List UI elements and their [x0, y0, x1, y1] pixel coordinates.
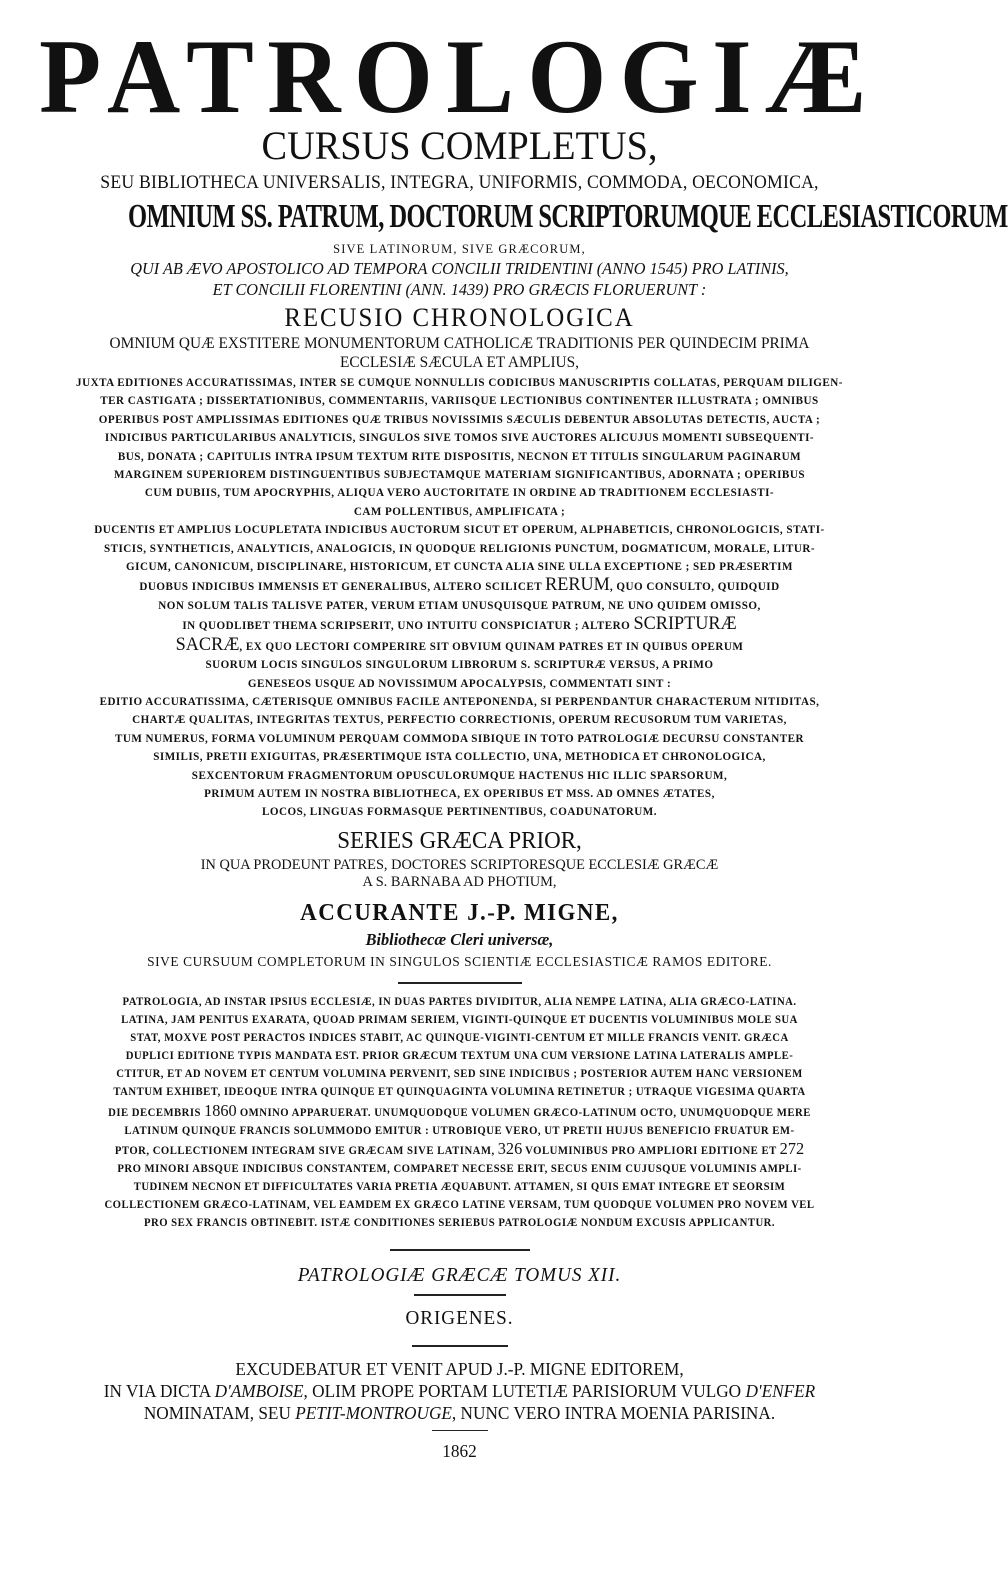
scripturae-word: SCRIPTURÆ	[633, 613, 737, 635]
text-line: INDICIBUS PARTICULARIBUS ANALYTICIS, SINGULOS SIVE TOMOS SIVE AUCTORES ALICUJUS MOMENTI SUBSEQUENTI-	[104, 431, 815, 445]
divider-rule	[412, 1345, 508, 1347]
italic-fragment: D'ENFER	[745, 1381, 816, 1401]
volume-count-272: 272	[779, 1138, 805, 1158]
text-fragment: VOLUMINIBUS PRO AMPLIORI EDITIONE ET	[522, 1144, 780, 1157]
text-line: CAM POLLENTIBUS, AMPLIFICATA ;	[353, 504, 566, 518]
text-line: PATROLOGIA, AD INSTAR IPSIUS ECCLESIÆ, IN DUAS PARTES DIVIDITUR, ALIA NEMPE LATINA, ALIA GRÆCO-LATINA.	[122, 996, 797, 1008]
text-line: MARGINEM SUPERIOREM DISTINGUENTIBUS SUBJECTAMQUE MATERIAM SIGNIFICANTIBUS, ADORNATA ; OPERIBUS	[114, 468, 805, 482]
text-line: CHARTÆ QUALITAS, INTEGRITAS TEXTUS, PERFECTIO CORRECTIONIS, OPERUM RECUSORUM TUM VARIETAS,	[132, 713, 787, 727]
text-line: SUORUM LOCIS SINGULOS SINGULORUM LIBRORUM S. SCRIPTURÆ VERSUS, A PRIMO	[205, 658, 714, 672]
text-line: OPERIBUS POST AMPLISSIMAS EDITIONES QUÆ TRIBUS NOVISSIMIS SÆCULIS DEBENTUR ABSOLUTAS DETECTIS, AUCTA ;	[98, 412, 821, 426]
text-fragment: PTOR, COLLECTIONEM INTEGRAM SIVE GRÆCAM SIVE LATINAM,	[114, 1144, 498, 1157]
text-fragment: DUOBUS INDICIBUS IMMENSIS ET GENERALIBUS, ALTERO SCILICET	[139, 580, 546, 594]
text-line: STICIS, SYNTHETICIS, ANALYTICIS, ANALOGICIS, IN QUODQUE RELIGIONIS PUNCTUM, DOGMATICUM, MORALE, LITUR-	[103, 541, 816, 555]
text-line-scripturae	[20, 615, 900, 635]
text-fragment: NOMINATAM, SEU	[143, 1403, 296, 1423]
text-line: PRO SEX FRANCIS OBTINEBIT. ISTÆ CONDITIONES SERIEBUS PATROLOGIÆ NONDUM EXCUSIS APPLICANTUR.	[143, 1217, 776, 1230]
text-line: OMNIUM QUÆ EXSTITERE MONUMENTORUM CATHOLICÆ TRADITIONIS PER QUINDECIM PRIMA	[109, 335, 810, 352]
editor-line: ACCURANTE J.-P. MIGNE,	[300, 900, 619, 926]
text-line-volumes	[20, 1140, 900, 1160]
text-line-december	[20, 1102, 900, 1122]
text-line-nominatam	[20, 1402, 900, 1424]
recusio-heading: RECUSIO CHRONOLOGICA	[284, 303, 635, 332]
text-line: TER CASTIGATA ; DISSERTATIONIBUS, COMMENTARIIS, VARIISQUE LECTIONIBUS CONTINENTER ILLUSTRATA ; OMNIBUS	[100, 394, 819, 408]
text-line: PRIMUM AUTEM IN NOSTRA BIBLIOTHECA, EX OPERIBUS ET MSS. AD OMNES ÆTATES,	[204, 786, 715, 800]
volume-count-326: 326	[497, 1138, 523, 1158]
year-1860: 1860	[204, 1100, 237, 1120]
sacrae-word: SACRÆ	[175, 633, 240, 655]
text-line: EXCUDEBATUR ET VENIT APUD J.-P. MIGNE EDITOREM,	[235, 1359, 684, 1379]
text-line: LATINUM QUINQUE FRANCIS SOLUMMODO EMITUR : UTROBIQUE VERO, UT PRETII HUJUS BENEFICIO FRUATUR EM-	[124, 1124, 795, 1137]
text-line: TANTUM EXHIBET, IDEOQUE INTRA QUINQUE ET QUINQUAGINTA VOLUMINA RETINETUR ; UTRAQUE VIGESIMA QUARTA	[113, 1086, 806, 1099]
text-fragment: , NUNC VERO INTRA MOENIA PARISINA.	[451, 1403, 776, 1423]
text-line: DUCENTIS ET AMPLIUS LOCUPLETATA INDICIBUS AUCTORUM SICUT ET OPERUM, ALPHABETICIS, CHRONOLOGICIS, STATI-	[94, 523, 825, 537]
bibliotheca-line: Bibliothecæ Cleri universæ,	[365, 930, 554, 949]
text-line: A S. BARNABA AD PHOTIUM,	[362, 874, 557, 890]
text-fragment: IN QUODLIBET THEMA SCRIPSERIT, UNO INTUITU CONSPICIATUR ; ALTERO	[182, 619, 634, 633]
series-heading: SERIES GRÆCA PRIOR,	[337, 828, 582, 854]
text-line: LOCOS, LINGUAS FORMASQUE PERTINENTIBUS, COADUNATORUM.	[262, 805, 657, 819]
description-paragraph	[0, 374, 919, 822]
divider-rule	[398, 982, 522, 984]
publication-year: 1862	[442, 1441, 477, 1461]
text-line: ECCLESIÆ SÆCULA ET AMPLIUS,	[340, 354, 579, 371]
text-line: GENESEOS USQUE AD NOVISSIMUM APOCALYPSIS, COMMENTATI SINT :	[247, 676, 672, 690]
text-fragment: , EX QUO LECTORI COMPERIRE SIT OBVIUM QUINAM PATRES ET IN QUIBUS OPERUM	[239, 639, 744, 653]
omnium-quae-block	[0, 334, 919, 372]
italic-fragment: PETIT-MONTROUGE	[295, 1403, 452, 1423]
line-seu-bibliotheca: SEU BIBLIOTHECA UNIVERSALIS, INTEGRA, UNIFORMIS, COMMODA, OECONOMICA,	[100, 173, 819, 193]
divider-rule	[432, 1430, 488, 1431]
text-line: JUXTA EDITIONES ACCURATISSIMAS, INTER SE CUMQUE NONNULLIS CODICIBUS MANUSCRIPTIS COLLATAS, PERQUAM DILIGEN-	[76, 376, 843, 389]
text-line: BUS, DONATA ; CAPITULIS INTRA IPSUM TEXTUM RITE DISPOSITIS, NECNON ET TITULIS SINGULARUM PAGINARUM	[117, 449, 802, 463]
text-line: GICUM, CANONICUM, DISCIPLINARE, HISTORICUM, ET CUNCTA ALIA SINE ULLA EXCEPTIONE ; SED PRÆSERTIM	[126, 560, 793, 574]
text-line-via	[20, 1380, 900, 1402]
text-line: ET CONCILII FLORENTINI (ANN. 1439) PRO GRÆCIS FLORUERUNT :	[212, 280, 707, 299]
text-line-sacrae	[20, 633, 900, 656]
main-title: PATROLOGIÆ	[39, 18, 880, 135]
notice-paragraph	[0, 993, 919, 1232]
text-line: COLLECTIONEM GRÆCO-LATINAM, VEL EAMDEM EX GRÆCO LATINE VERSAM, TUM QUODQUE VOLUMEN PRO NOVEM VEL	[104, 1199, 815, 1212]
text-line: PRO MINORI ABSQUE INDICIBUS CONSTANTEM, COMPARET NECESSE ERIT, SECUS ENIM CUJUSQUE VOLUMINIS AMPLI-	[117, 1162, 802, 1175]
line-omnium-patrum: OMNIUM SS. PATRUM, DOCTORUM SCRIPTORUMQUE ECCLESIASTICORUM	[128, 198, 1008, 235]
rerum-word: RERUM	[545, 574, 610, 596]
subtitle: CURSUS COMPLETUS,	[261, 123, 658, 168]
text-fragment: OMNINO APPARUERAT. UNUMQUODQUE VOLUMEN GRÆCO-LATINUM OCTO, UNUMQUODQUE MERE	[236, 1106, 811, 1119]
text-line: CUM DUBIIS, TUM APOCRYPHIS, ALIQUA VERO AUCTORITATE IN ORDINE AD TRADITIONEM ECCLESIASTI-	[144, 486, 775, 500]
text-line: TUDINEM NECNON ET DIFFICULTATES VARIA PRETIA ÆQUABUNT. ATTAMEN, SI QUIS EMAT INTEGRE ET SEORSIM	[133, 1180, 786, 1193]
divider-rule	[390, 1249, 530, 1251]
text-line: QUI AB ÆVO APOSTOLICO AD TEMPORA CONCILII TRIDENTINI (ANNO 1545) PRO LATINIS,	[130, 259, 789, 278]
in-qua-block	[0, 857, 919, 891]
text-line: STAT, MOXVE POST PERACTOS INDICES STABIT, AC QUINQUE-VIGINTI-CENTUM ET MILLE FRANCIS VENIT. GRÆCA	[130, 1032, 789, 1045]
text-line: NON SOLUM TALIS TALISVE PATER, VERUM ETIAM UNUSQUISQUE PATRUM, NE UNO QUIDEM OMISSO,	[158, 598, 761, 612]
text-fragment: , OLIM PROPE PORTAM LUTETIÆ PARISIORUM VULGO	[303, 1381, 746, 1401]
divider-rule	[414, 1294, 506, 1296]
text-fragment: , QUO CONSULTO, QUIDQUID	[609, 580, 780, 594]
text-line: SEXCENTORUM FRAGMENTORUM OPUSCULORUMQUE HACTENUS HIC ILLIC SPARSORUM,	[191, 768, 728, 782]
text-fragment: DIE DECEMBRIS	[108, 1106, 205, 1119]
qui-ab-aevo-block	[0, 258, 919, 300]
author-name: ORIGENES.	[405, 1307, 514, 1329]
text-line: TUM NUMERUS, FORMA VOLUMINUM PERQUAM COMMODA SIBIQUE IN TOTO PATROLOGIÆ DECURSU CONSTANTER	[114, 731, 805, 745]
text-line: IN QUA PRODEUNT PATRES, DOCTORES SCRIPTORESQUE ECCLESIÆ GRÆCÆ	[200, 857, 719, 873]
sive-cursuum-line: SIVE CURSUUM COMPLETORUM IN SINGULOS SCIENTIÆ ECCLESIASTICÆ RAMOS EDITORE.	[147, 955, 772, 970]
text-fragment: IN VIA DICTA	[103, 1381, 215, 1401]
italic-fragment: D'AMBOISE	[214, 1381, 304, 1401]
text-line: SIMILIS, PRETII EXIGUITAS, PRÆSERTIMQUE ISTA COLLECTIO, UNA, METHODICA ET CHRONOLOGICA,	[153, 750, 766, 764]
text-line-rerum	[20, 576, 900, 596]
imprint-block	[0, 1358, 919, 1424]
text-line: CTITUR, ET AD NOVEM ET CENTUM VOLUMINA PERVENIT, SED SINE INDICIBUS ; POSTERIOR AUTEM HANC VERSIONEM	[116, 1068, 803, 1081]
text-line: LATINA, JAM PENITUS EXARATA, QUOAD PRIMAM SERIEM, VIGINTI-QUINQUE ET DUCENTIS VOLUMINIBUS MOLE SUA	[121, 1014, 798, 1027]
text-line: EDITIO ACCURATISSIMA, CÆTERISQUE OMNIBUS FACILE ANTEPONENDA, SI PERPENDANTUR CHARACTERUM NITIDITAS,	[99, 694, 820, 708]
text-line: DUPLICI EDITIONE TYPIS MANDATA EST. PRIOR GRÆCUM TEXTUM UNA CUM VERSIONE LATINA LATERALIS AMPLE-	[125, 1050, 794, 1063]
line-sive-latinorum: SIVE LATINORUM, SIVE GRÆCORUM,	[333, 241, 586, 256]
tomus-line: PATROLOGIÆ GRÆCÆ TOMUS XII.	[297, 1264, 622, 1286]
